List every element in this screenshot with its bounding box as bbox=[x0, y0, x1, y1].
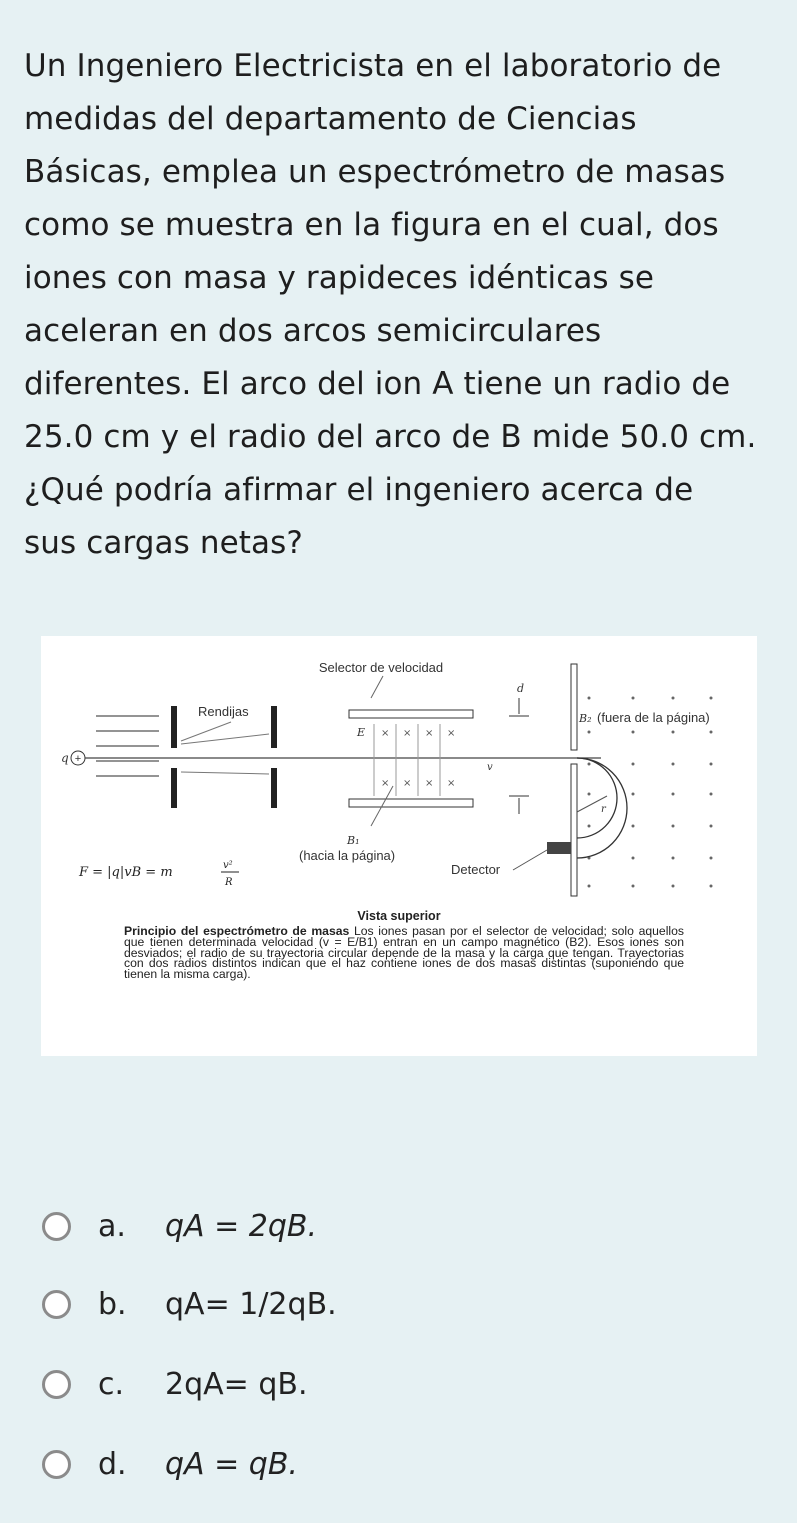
b1-description: (hacia la página) bbox=[299, 848, 396, 863]
d-label: d bbox=[517, 682, 525, 695]
e-field-label: E bbox=[357, 726, 366, 739]
option-c-letter: c. bbox=[98, 1367, 125, 1402]
option-a[interactable] bbox=[42, 1208, 442, 1248]
trajectory-a bbox=[577, 758, 617, 838]
option-c-text: 2qA= qB. bbox=[165, 1367, 308, 1402]
option-c[interactable] bbox=[42, 1366, 442, 1406]
option-d-text: qA = qB. bbox=[165, 1447, 298, 1482]
charge-q-label: q bbox=[61, 751, 69, 765]
formula-denominator: R bbox=[225, 877, 233, 888]
mass-spectrometer-figure bbox=[41, 636, 757, 1056]
detector-label: Detector bbox=[451, 862, 501, 877]
v-label: v bbox=[487, 762, 493, 773]
b2-label: B₂ bbox=[579, 712, 592, 725]
option-b[interactable] bbox=[42, 1286, 442, 1326]
option-b-text: qA= 1/2qB. bbox=[165, 1287, 337, 1322]
slits-label: Rendijas bbox=[198, 704, 249, 719]
velocity-selector-label: Selector de velocidad bbox=[318, 660, 444, 675]
velocity-selector bbox=[349, 710, 473, 826]
incoming-beam bbox=[96, 716, 159, 776]
svg-text:×: × bbox=[447, 778, 456, 789]
radio-c[interactable] bbox=[42, 1370, 71, 1399]
b1-label: B₁ bbox=[347, 834, 360, 847]
svg-text:×: × bbox=[425, 778, 434, 789]
b2-description: (fuera de la página) bbox=[597, 710, 710, 725]
option-a-letter: a. bbox=[98, 1209, 126, 1244]
detector bbox=[547, 842, 571, 854]
svg-text:+: + bbox=[74, 753, 82, 765]
option-a-text: qA = 2qB. bbox=[165, 1209, 318, 1244]
formula-numerator: v² bbox=[223, 860, 233, 871]
svg-text:×: × bbox=[381, 778, 390, 789]
caption-lead: Principio del espectrómetro de masas bbox=[124, 924, 350, 938]
radio-d[interactable] bbox=[42, 1450, 71, 1479]
caption-title: Vista superior bbox=[357, 909, 441, 923]
spectrometer-diagram bbox=[41, 636, 757, 906]
question-text: Un Ingeniero Electricista en el laboratorio de medidas del departamento de Ciencias Básicas, emplea un espectrómetro de masas como se muestra en la figura en el cual, dos iones con masa y rapideces idénticas se aceleran en dos arcos semicirculares diferentes. El arco del ion A tiene un radio de 25.0 cm y el radio del arco de B mide 50.0 cm. ¿Qué podría afirmar el ingeniero acerca de sus cargas netas? bbox=[24, 48, 757, 561]
figure-caption bbox=[124, 926, 684, 980]
force-formula bbox=[78, 860, 239, 888]
svg-text:×: × bbox=[403, 728, 412, 739]
caption-body: Los iones pasan por el selector de velocidad; solo aquellos que tienen determinada velocidad (v = E/B1) entran en un campo magnético (B2). Esos iones son desviados; el radio de su trayectoria circular depende de la masa y la carga que tengan. Trayectorias con dos radios distintos indican que el haz contiene iones de dos masas distintas (suponiendo que tienen la misma carga). bbox=[124, 924, 684, 982]
option-b-letter: b. bbox=[98, 1287, 127, 1322]
option-d[interactable] bbox=[42, 1446, 442, 1486]
svg-text:×: × bbox=[447, 728, 456, 739]
svg-text:×: × bbox=[381, 728, 390, 739]
b2-field-region bbox=[547, 664, 713, 896]
svg-text:×: × bbox=[403, 778, 412, 789]
svg-text:×: × bbox=[425, 728, 434, 739]
option-d-letter: d. bbox=[98, 1447, 127, 1482]
radio-b[interactable] bbox=[42, 1290, 71, 1319]
slits bbox=[171, 706, 277, 808]
formula-left: F = |q|vB = m bbox=[79, 865, 173, 880]
radio-a[interactable] bbox=[42, 1212, 71, 1241]
r-label: r bbox=[601, 804, 606, 815]
